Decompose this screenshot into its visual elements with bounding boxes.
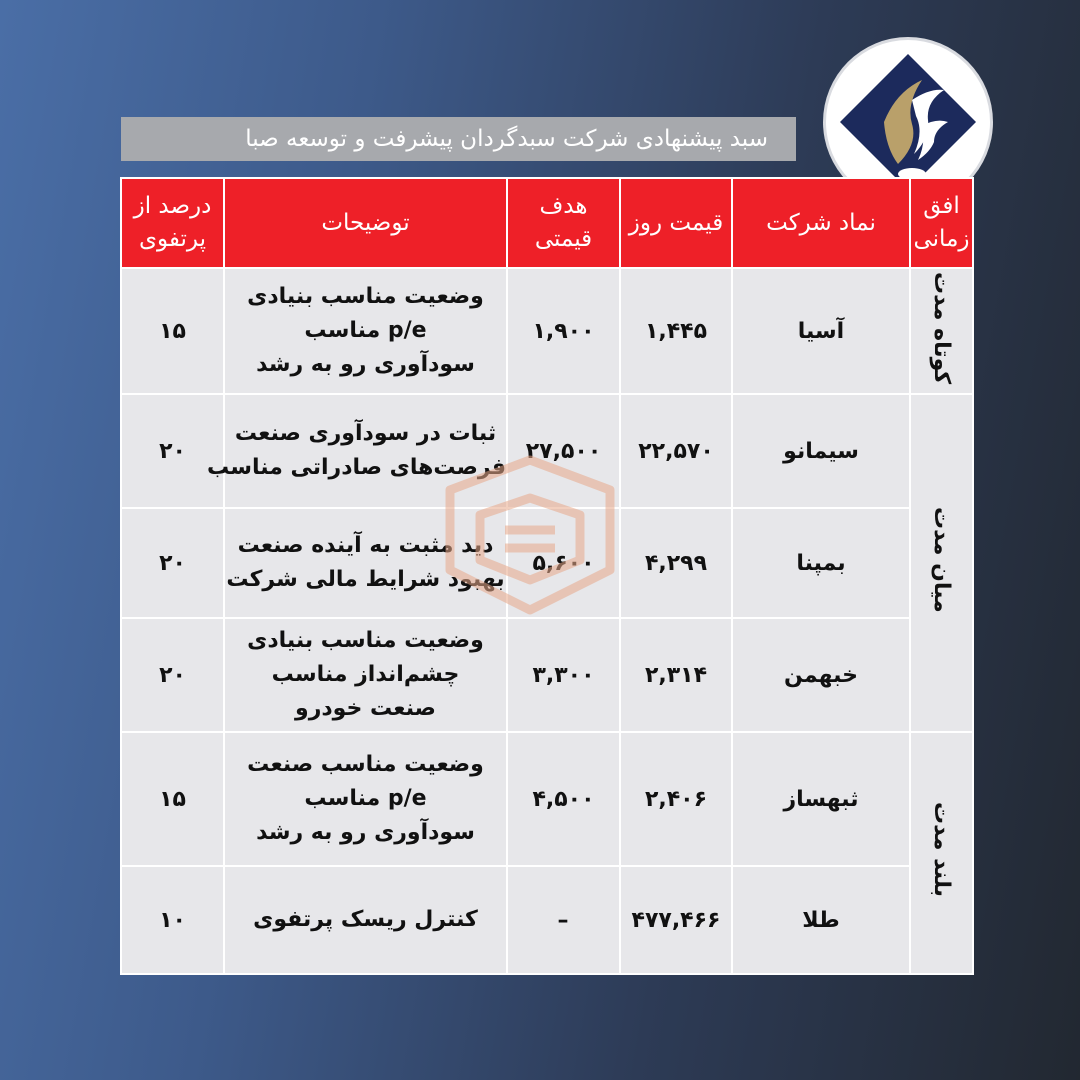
- horizon-mid: [910, 394, 973, 732]
- header-symbol: نماد شرکت: [732, 178, 910, 268]
- description-line: سودآوری رو به رشد: [256, 352, 475, 377]
- cell-target-price: ۴,۵۰۰: [507, 732, 620, 866]
- cell-target-price: ۱,۹۰۰: [507, 268, 620, 394]
- description-line: بهبود شرایط مالی شرکت: [226, 567, 505, 592]
- cell-portfolio-percent: ۱۵: [121, 732, 224, 866]
- cell-symbol: بمپنا: [732, 508, 910, 618]
- cell-description: [224, 268, 507, 394]
- cell-description: [207, 394, 507, 508]
- cell-description: [224, 866, 507, 974]
- cell-price-today: ۲,۴۰۶: [620, 732, 732, 866]
- description-line: دید مثبت به آینده صنعت: [237, 533, 494, 558]
- description-line: سودآوری رو به رشد: [256, 820, 475, 845]
- page-title: سبد پیشنهادی شرکت سبدگردان پیشرفت و توسعه صبا: [121, 117, 796, 161]
- cell-symbol: طلا: [732, 866, 910, 974]
- table-row: [121, 618, 973, 732]
- description-line: ثبات در سودآوری صنعت: [234, 421, 497, 446]
- table-header-row: [121, 178, 973, 268]
- table-row: [121, 508, 973, 618]
- table-row: [121, 394, 973, 508]
- cell-target-price: –: [507, 866, 620, 974]
- portfolio-table: [120, 177, 974, 975]
- header-horizon: افق زمانی: [910, 178, 973, 268]
- horizon-long-label: بلند مدت: [929, 802, 954, 898]
- table-row: [121, 866, 973, 974]
- cell-price-today: ۴۷۷,۴۶۶: [620, 866, 732, 974]
- cell-symbol: ثبهساز: [732, 732, 910, 866]
- cell-portfolio-percent: ۲۰: [121, 508, 224, 618]
- description-line: کنترل ریسک پرتفوی: [253, 907, 478, 932]
- cell-target-price: ۳,۳۰۰: [507, 618, 620, 732]
- horizon-short: [910, 268, 973, 394]
- header-description: توضیحات: [224, 178, 507, 268]
- cell-portfolio-percent: ۱۰: [121, 866, 224, 974]
- horizon-short-label: کوتاه مدت: [929, 271, 954, 385]
- cell-description: [224, 732, 507, 866]
- cell-price-today: ۴,۲۹۹: [620, 508, 732, 618]
- description-line: p/e مناسب: [304, 318, 427, 343]
- header-portfolio-percent: درصد از پرتفوی: [121, 178, 224, 268]
- cell-price-today: ۲,۳۱۴: [620, 618, 732, 732]
- description-line: p/e مناسب: [304, 786, 427, 811]
- description-line: صنعت خودرو: [295, 696, 436, 721]
- cell-portfolio-percent: ۲۰: [121, 618, 224, 732]
- table-row: [121, 268, 973, 394]
- cell-price-today: ۱,۴۴۵: [620, 268, 732, 394]
- cell-symbol: سیمانو: [732, 394, 910, 508]
- cell-target-price: ۵,۶۰۰: [507, 508, 620, 618]
- horizon-long: [910, 732, 973, 974]
- description-line: وضعیت مناسب صنعت: [247, 752, 484, 777]
- description-line: وضعیت مناسب بنیادی: [247, 284, 484, 309]
- cell-symbol: خبهمن: [732, 618, 910, 732]
- header-target-price: هدف قیمتی: [507, 178, 620, 268]
- cell-target-price: ۲۷,۵۰۰: [507, 394, 620, 508]
- cell-portfolio-percent: ۱۵: [121, 268, 224, 394]
- cell-description: [224, 618, 507, 732]
- cell-price-today: ۲۲,۵۷۰: [620, 394, 732, 508]
- cell-portfolio-percent: ۲۰: [121, 394, 224, 508]
- header-price-today: قیمت روز: [620, 178, 732, 268]
- description-line: وضعیت مناسب بنیادی: [247, 628, 484, 653]
- description-line: چشم‌انداز مناسب: [271, 662, 460, 687]
- cell-symbol: آسیا: [732, 268, 910, 394]
- table-row: [121, 732, 973, 866]
- description-line: فرصت‌های صادراتی مناسب: [207, 455, 506, 480]
- cell-description: [224, 508, 507, 618]
- horizon-mid-label: میان مدت: [929, 507, 954, 613]
